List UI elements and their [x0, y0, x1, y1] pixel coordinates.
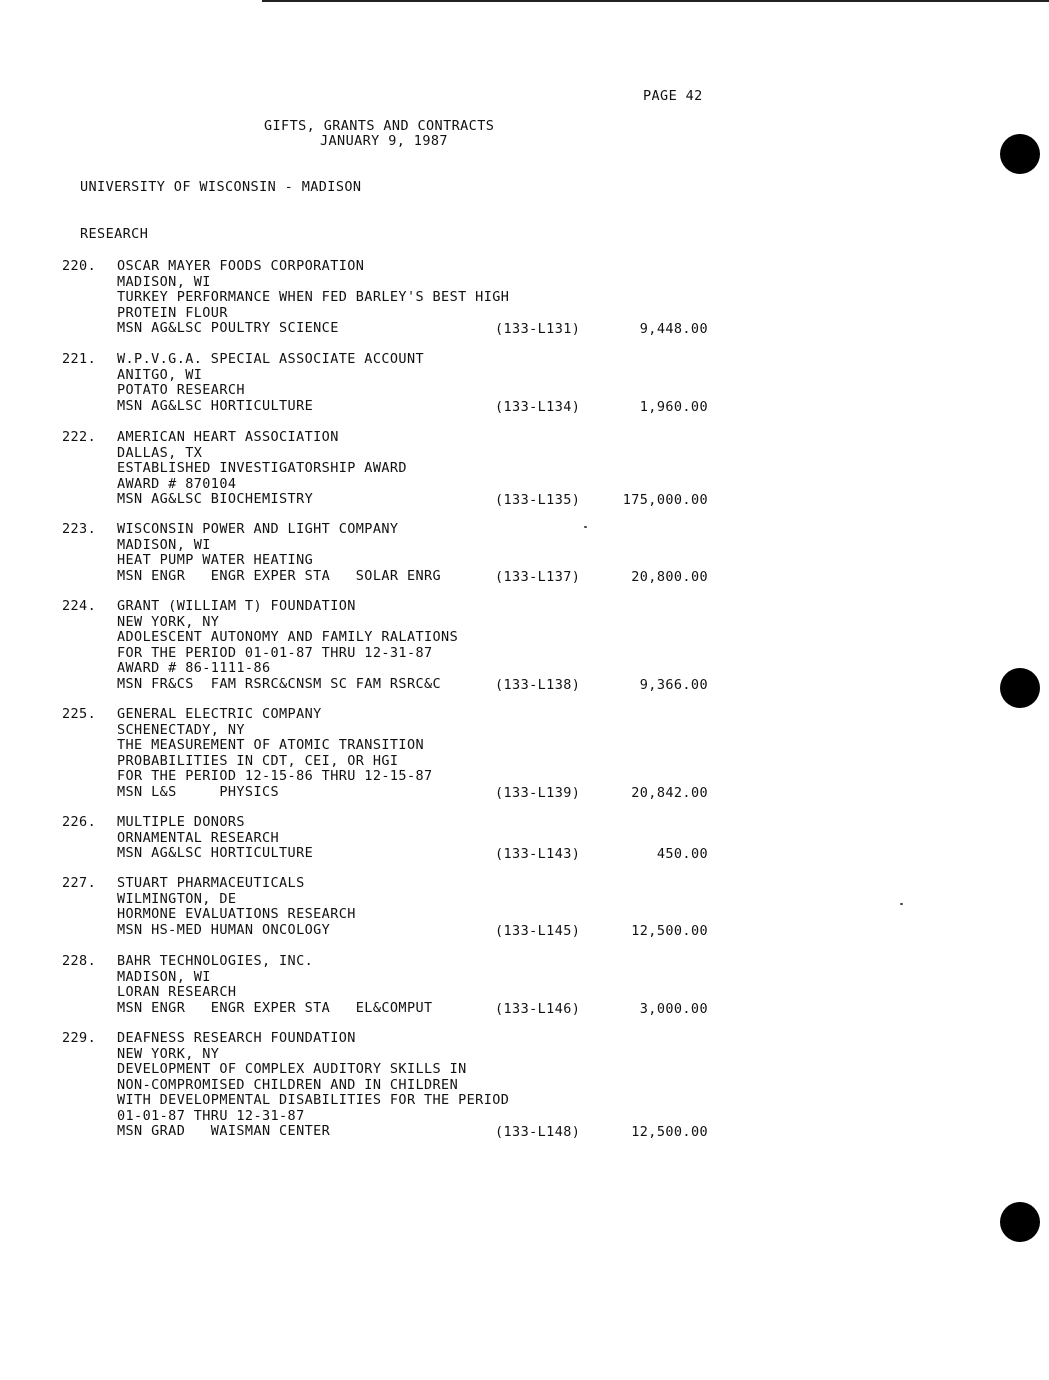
grant-amount: 9,448.00	[639, 321, 708, 337]
entry-detail-line: PROTEIN FLOUR	[117, 304, 228, 321]
entry-detail-line: LORAN RESEARCH	[117, 984, 237, 1000]
entry-detail-line: ORNAMENTAL RESEARCH	[117, 829, 280, 846]
scan-speck	[584, 526, 587, 528]
entry-detail-line: THE MEASUREMENT OF ATOMIC TRANSITION	[117, 737, 424, 753]
page-number: PAGE 42	[643, 88, 703, 104]
entry-detail-line: ESTABLISHED INVESTIGATORSHIP AWARD	[117, 460, 407, 476]
account-code: (133-L148)	[495, 1124, 581, 1140]
document-date: JANUARY 9, 1987	[320, 133, 448, 149]
sponsor-name: W.P.V.G.A. SPECIAL ASSOCIATE ACCOUNT	[117, 351, 424, 367]
entry-detail-line: FOR THE PERIOD 12-15-86 THRU 12-15-87	[117, 768, 433, 784]
entry-detail-line: NEW YORK, NY	[117, 613, 220, 630]
institution-name: UNIVERSITY OF WISCONSIN - MADISON	[80, 179, 362, 195]
entry-detail-line: ANITGO, WI	[117, 366, 203, 383]
entry-details	[117, 1031, 509, 1140]
entry-detail-line: MADISON, WI	[117, 536, 211, 553]
entry-detail-line: MSN ENGR ENGR EXPER STA SOLAR ENRG	[117, 567, 442, 584]
entry-number: 221.	[62, 351, 97, 367]
account-code: (133-L143)	[495, 846, 581, 862]
entry-detail-line: WILMINGTON, DE	[117, 890, 237, 907]
punch-hole-bottom	[1000, 1202, 1040, 1242]
section-heading: RESEARCH	[80, 226, 149, 242]
entry-detail-line: DEVELOPMENT OF COMPLEX AUDITORY SKILLS IN	[117, 1061, 467, 1077]
entry-details	[117, 522, 441, 584]
entry-details	[117, 259, 509, 337]
entry-number: 223.	[62, 521, 97, 537]
entry-detail-line: ADOLESCENT AUTONOMY AND FAMILY RALATIONS	[117, 629, 459, 645]
account-code: (133-L134)	[495, 398, 581, 415]
entry-detail-line: DALLAS, TX	[117, 444, 203, 461]
account-code: (133-L131)	[495, 321, 581, 337]
entry-detail-line: 01-01-87 THRU 12-31-87	[117, 1107, 305, 1124]
entry-number: 225.	[62, 706, 97, 722]
entry-detail-line: FOR THE PERIOD 01-01-87 THRU 12-31-87	[117, 644, 433, 661]
entry-number: 220.	[62, 258, 97, 274]
account-code: (133-L145)	[495, 922, 581, 939]
sponsor-name: STUART PHARMACEUTICALS	[117, 875, 305, 891]
entry-detail-line: TURKEY PERFORMANCE WHEN FED BARLEY'S BEST HIGH	[117, 289, 510, 305]
entry-detail-line: MSN AG&LSC BIOCHEMISTRY	[117, 491, 314, 507]
entry-detail-line: AWARD # 870104	[117, 475, 237, 492]
sponsor-name: BAHR TECHNOLOGIES, INC.	[117, 953, 314, 969]
entry-detail-line: NEW YORK, NY	[117, 1045, 220, 1062]
grant-amount: 12,500.00	[631, 1124, 708, 1140]
entry-details	[117, 599, 458, 692]
entry-detail-line: SCHENECTADY, NY	[117, 721, 245, 738]
grant-amount: 20,800.00	[631, 568, 708, 585]
entry-detail-line: MSN AG&LSC HORTICULTURE	[117, 397, 314, 414]
top-border-line	[262, 0, 1049, 2]
entry-number: 224.	[62, 598, 97, 614]
grant-amount: 3,000.00	[639, 1000, 708, 1017]
entry-detail-line: POTATO RESEARCH	[117, 382, 245, 398]
document-title: GIFTS, GRANTS AND CONTRACTS	[264, 118, 495, 134]
entry-detail-line: MSN GRAD WAISMAN CENTER	[117, 1123, 331, 1139]
grant-amount: 20,842.00	[631, 784, 708, 801]
account-code: (133-L137)	[495, 568, 581, 585]
entry-detail-line: MADISON, WI	[117, 968, 211, 985]
entry-detail-line: HEAT PUMP WATER HEATING	[117, 552, 314, 568]
entry-number: 222.	[62, 429, 97, 445]
account-code: (133-L139)	[495, 784, 581, 801]
entry-detail-line: MSN AG&LSC POULTRY SCIENCE	[117, 320, 339, 336]
entry-details	[117, 352, 424, 414]
entry-detail-line: AWARD # 86-1111-86	[117, 660, 271, 676]
grant-amount: 12,500.00	[631, 922, 708, 939]
entry-detail-line: WITH DEVELOPMENTAL DISABILITIES FOR THE PERIOD	[117, 1092, 510, 1108]
grant-amount: 9,366.00	[639, 676, 708, 693]
entry-details	[117, 430, 407, 508]
entry-detail-line: MSN HS-MED HUMAN ONCOLOGY	[117, 921, 331, 938]
sponsor-name: DEAFNESS RESEARCH FOUNDATION	[117, 1030, 356, 1046]
entry-detail-line: HORMONE EVALUATIONS RESEARCH	[117, 906, 356, 922]
sponsor-name: GRANT (WILLIAM T) FOUNDATION	[117, 598, 356, 614]
grant-amount: 1,960.00	[639, 398, 708, 415]
entry-detail-line: NON-COMPROMISED CHILDREN AND IN CHILDREN	[117, 1076, 459, 1093]
entry-details	[117, 707, 433, 800]
sponsor-name: OSCAR MAYER FOODS CORPORATION	[117, 258, 365, 274]
punch-hole-top	[1000, 134, 1040, 174]
entry-detail-line: MADISON, WI	[117, 273, 211, 290]
entry-details	[117, 815, 313, 862]
sponsor-name: AMERICAN HEART ASSOCIATION	[117, 429, 339, 445]
grant-amount: 450.00	[656, 846, 708, 862]
entry-details	[117, 876, 356, 938]
grant-amount: 175,000.00	[622, 492, 708, 508]
sponsor-name: MULTIPLE DONORS	[117, 814, 245, 830]
entry-details	[117, 954, 433, 1016]
entry-detail-line: MSN AG&LSC HORTICULTURE	[117, 845, 314, 861]
entry-detail-line: MSN ENGR ENGR EXPER STA EL&COMPUT	[117, 999, 433, 1016]
entry-number: 226.	[62, 814, 97, 830]
entry-number: 229.	[62, 1030, 97, 1046]
entry-detail-line: PROBABILITIES IN CDT, CEI, OR HGI	[117, 752, 399, 769]
entry-detail-line: MSN L&S PHYSICS	[117, 783, 280, 800]
sponsor-name: WISCONSIN POWER AND LIGHT COMPANY	[117, 521, 399, 537]
sponsor-name: GENERAL ELECTRIC COMPANY	[117, 706, 322, 722]
account-code: (133-L146)	[495, 1000, 581, 1017]
punch-hole-middle	[1000, 668, 1040, 708]
account-code: (133-L135)	[495, 492, 581, 508]
entry-number: 227.	[62, 875, 97, 891]
account-code: (133-L138)	[495, 676, 581, 693]
entry-number: 228.	[62, 953, 97, 969]
entry-detail-line: MSN FR&CS FAM RSRC&CNSM SC FAM RSRC&C	[117, 675, 442, 692]
scan-speck	[900, 903, 903, 905]
